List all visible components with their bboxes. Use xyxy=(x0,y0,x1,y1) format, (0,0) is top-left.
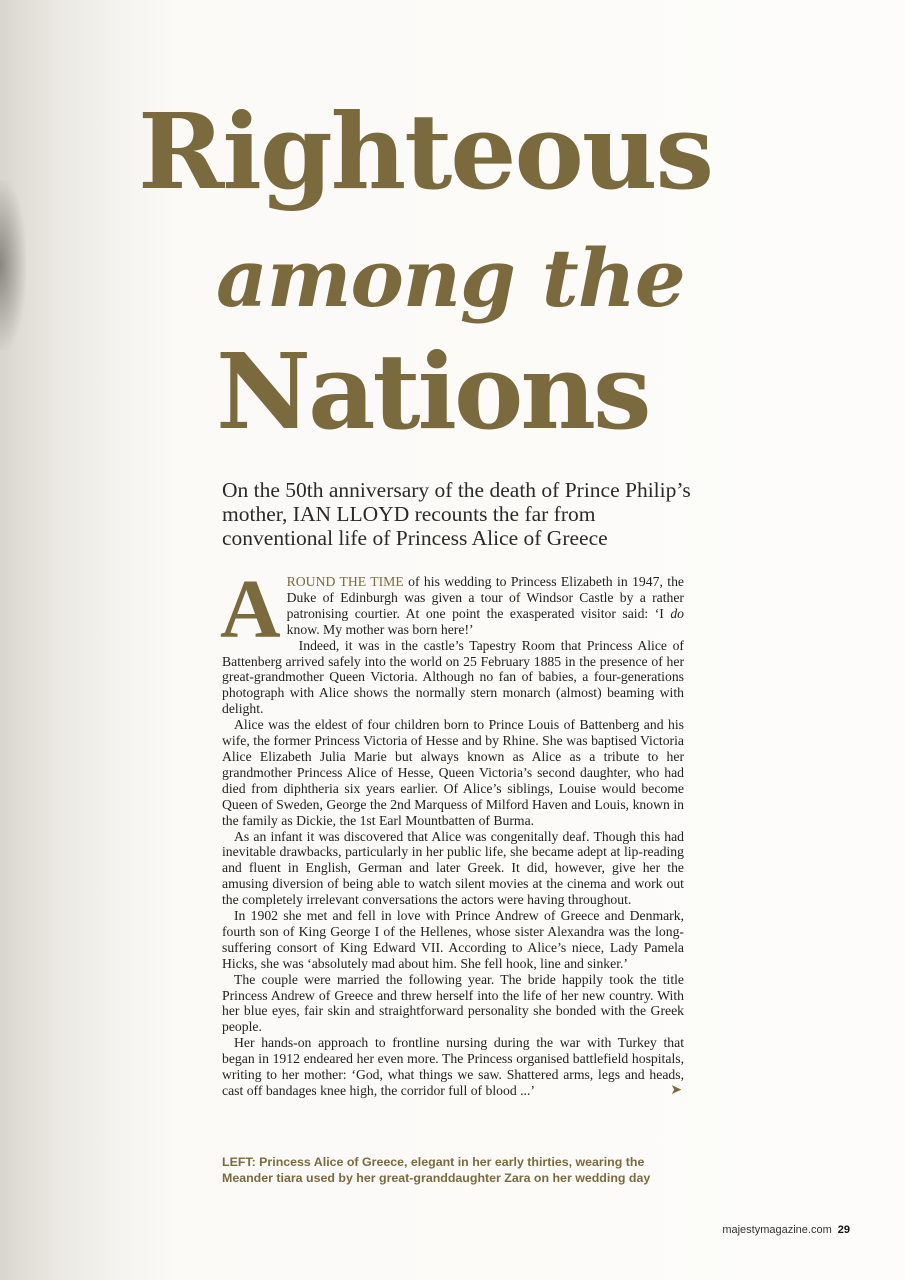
drop-cap: A xyxy=(220,563,281,656)
article-paragraph: Alice was the eldest of four children born to Prince Louis of Battenberg and his wife, the former Princess Victoria of Hesse and by Rhine. She was baptised Victoria Alice Elizabeth Julia Marie but always known as Alice as a tribute to her grandmother Princess Alice of Hesse, Queen Victoria’s second daughter, who had died from diphtheria six years earlier. Of Alice’s siblings, Louise would become Queen of Sweden, George the 2nd Marquess of Milford Haven and Louis, known in the family as Dickie, the 1st Earl Mountbatten of Burma. xyxy=(222,717,684,828)
paragraph-text: of his wedding to Princess Elizabeth in 1947, the Duke of Edinburgh was given a tour of Windsor Castle by a rather patronising courtier. At one point the exasperated visitor said: ‘I xyxy=(286,574,684,621)
photo-edge xyxy=(0,180,26,350)
headline-line-3: Nations xyxy=(216,330,649,453)
arrow-right-icon: ➤ xyxy=(670,1082,682,1098)
page-number: 29 xyxy=(837,1224,850,1236)
emphasis-text: do xyxy=(670,605,684,621)
article-paragraph: In 1902 she met and fell in love with Prince Andrew of Greece and Denmark, fourth son of King George I of the Hellenes, whose sister Alexandra was the long-suffering consort of King Edward VII. According to Alice’s niece, Lady Pamela Hicks, she was ‘absolutely mad about him. She fell hook, line and sinker.’ xyxy=(222,908,684,971)
article-paragraph: The couple were married the following year. The bride happily took the title Princess Andrew of Greece and threw herself into the life of her new country. With her blue eyes, fair skin and straightforward personality she bonded with the Greek people. xyxy=(222,971,684,1035)
site-url: majestymagazine.com xyxy=(722,1224,832,1236)
article-body xyxy=(220,563,684,1099)
article-paragraph: Indeed, it was in the castle’s Tapestry Room that Princess Alice of Battenberg arrived safely into the world on 25 February 1885 in the presence of her great-grandmother Queen Victoria. Although no fan of babies, a four-generations photograph with Alice shows the normally stern monarch (almost) beaming with delight. xyxy=(222,637,684,717)
article-paragraph xyxy=(220,563,684,656)
page-footer xyxy=(700,1224,850,1236)
article-paragraph xyxy=(222,1035,684,1099)
paragraph-text: Her hands-on approach to frontline nursing during the war with Turkey that began in 1912 endeared her even more. The Princess organised battlefield hospitals, writing to her mother: ‘God, what things we saw. Shattered arms, legs and heads, cast off bandages knee high, the corridor full of blood ...’ xyxy=(222,1035,684,1098)
headline-line-2: among the xyxy=(216,231,685,325)
standfirst: On the 50th anniversary of the death of Prince Philip’s mother, IAN LLOYD recounts the far from conventional life of Princess Alice of Greece xyxy=(222,478,691,550)
headline-line-1: Righteous xyxy=(138,90,713,213)
article-paragraph: As an infant it was discovered that Alice was congenitally deaf. Though this had inevitable drawbacks, particularly in her public life, she became adept at lip-reading and fluent in English, German and later Greek. It did, however, give her the amusing diversion of being able to watch silent movies at the cinema and work out the completely irrelevant conversations the actors were having throughout. xyxy=(222,828,684,908)
paragraph-text: know. My mother was born here!’ xyxy=(286,621,474,637)
lead-in: ROUND THE TIME xyxy=(286,574,404,589)
photo-caption: LEFT: Princess Alice of Greece, elegant in her early thirties, wearing the Meander tiara used by her great-granddaughter Zara on her wedding day xyxy=(222,1155,651,1185)
